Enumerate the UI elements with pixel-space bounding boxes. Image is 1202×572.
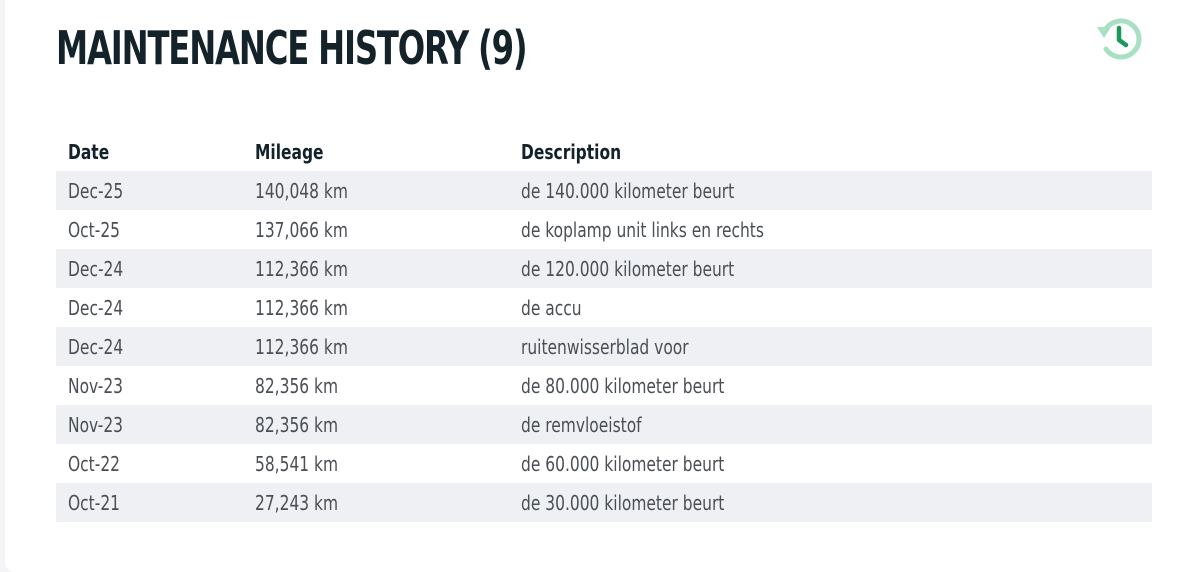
column-header-date: Date <box>68 140 110 164</box>
cell-description: de 60.000 kilometer beurt <box>521 444 1152 483</box>
table-row <box>56 366 1152 405</box>
cell-date: Nov-23 <box>56 366 255 405</box>
table-row <box>56 288 1152 327</box>
table-row <box>56 405 1152 444</box>
cell-description: de 140.000 kilometer beurt <box>521 171 1152 210</box>
history-clock-icon <box>1094 13 1146 65</box>
table-row <box>56 249 1152 288</box>
cell-mileage: 58,541 km <box>255 444 521 483</box>
cell-mileage: 27,243 km <box>255 483 521 522</box>
table-row <box>56 171 1152 210</box>
cell-mileage: 82,356 km <box>255 366 521 405</box>
history-button[interactable] <box>1093 12 1147 66</box>
column-header-mileage: Mileage <box>255 140 324 164</box>
table-row <box>56 327 1152 366</box>
cell-mileage: 112,366 km <box>255 327 521 366</box>
page-title: MAINTENANCE HISTORY (9) <box>56 21 527 75</box>
cell-mileage: 112,366 km <box>255 249 521 288</box>
maintenance-history-card <box>5 0 1202 572</box>
cell-mileage: 140,048 km <box>255 171 521 210</box>
cell-description: ruitenwisserblad voor <box>521 327 1152 366</box>
table-row <box>56 444 1152 483</box>
cell-date: Oct-25 <box>56 210 255 249</box>
cell-date: Dec-25 <box>56 171 255 210</box>
table-row <box>56 483 1152 522</box>
cell-mileage: 137,066 km <box>255 210 521 249</box>
cell-mileage: 82,356 km <box>255 405 521 444</box>
cell-date: Oct-21 <box>56 483 255 522</box>
cell-date: Nov-23 <box>56 405 255 444</box>
cell-description: de remvloeistof <box>521 405 1152 444</box>
table-header-row <box>56 133 1152 171</box>
cell-description: de 30.000 kilometer beurt <box>521 483 1152 522</box>
cell-description: de koplamp unit links en rechts <box>521 210 1152 249</box>
maintenance-table <box>56 133 1152 522</box>
cell-description: de 80.000 kilometer beurt <box>521 366 1152 405</box>
cell-mileage: 112,366 km <box>255 288 521 327</box>
cell-date: Dec-24 <box>56 288 255 327</box>
column-header-description: Description <box>521 140 622 164</box>
cell-description: de 120.000 kilometer beurt <box>521 249 1152 288</box>
cell-date: Dec-24 <box>56 249 255 288</box>
cell-description: de accu <box>521 288 1152 327</box>
table-row <box>56 210 1152 249</box>
cell-date: Oct-22 <box>56 444 255 483</box>
cell-date: Dec-24 <box>56 327 255 366</box>
